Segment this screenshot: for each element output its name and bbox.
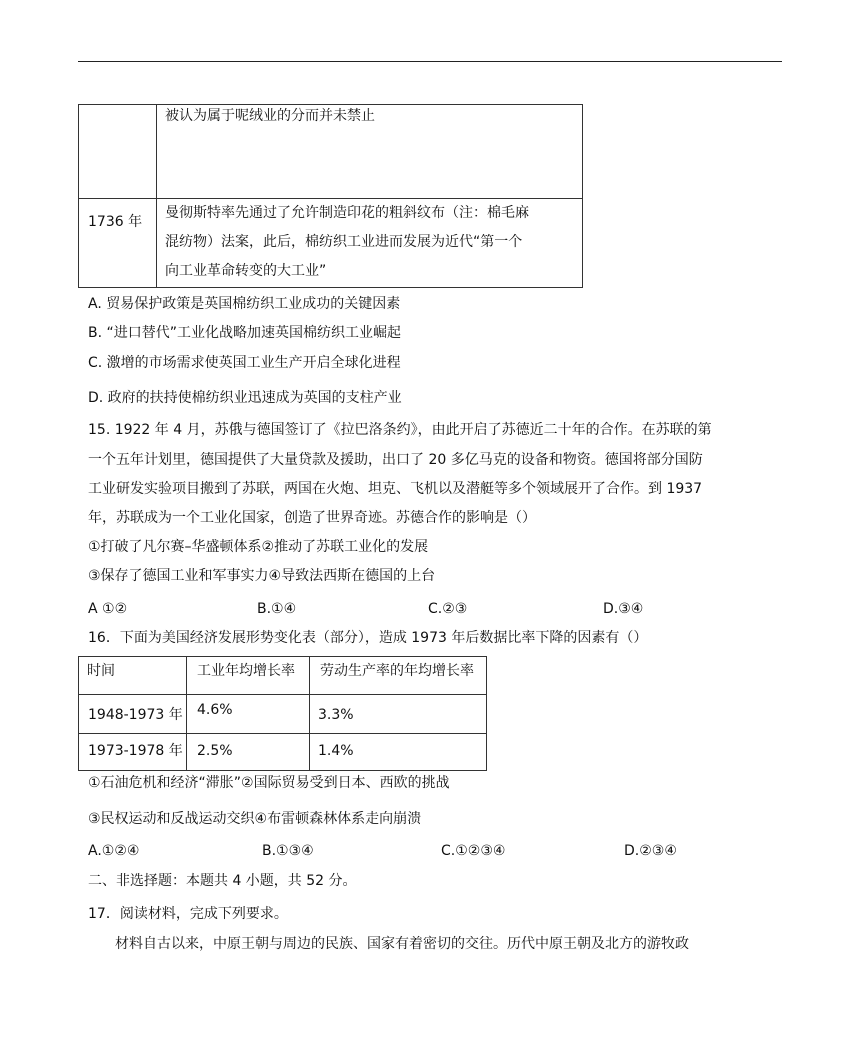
table-cotton-policy: [78, 104, 583, 288]
table-cell: [79, 695, 187, 734]
q15-item-line2: ③保存了德国工业和军事实力④导致法西斯在德国的上台: [88, 568, 436, 584]
q15-stem-line3: 工业研发实验项目搬到了苏联，两国在火炮、坦克、飞机以及潜艇等多个领域展开了合作。到 1937: [88, 481, 703, 497]
table1-row2-line1: 曼彻斯特率先通过了允许制造印花的粗斜纹布（注：棉毛麻: [165, 205, 529, 221]
q15-option-b[interactable]: B.①④: [257, 601, 297, 617]
q14-option-d[interactable]: D. 政府的扶持使棉纺织业迅速成为英国的支柱产业: [88, 390, 402, 406]
q15-option-d[interactable]: D.③④: [603, 601, 644, 617]
q16-stem: 16．下面为美国经济发展形势变化表（部分），造成 1973 年后数据比率下降的因素有（）: [88, 630, 648, 646]
table-header-cell: [79, 657, 187, 695]
table-cell: [310, 734, 487, 771]
q15-option-c[interactable]: C.②③: [428, 601, 468, 617]
table-cell: [187, 734, 310, 771]
q14-option-c[interactable]: C. 激增的市场需求使英国工业生产开启全球化进程: [88, 355, 401, 371]
row2-labor: 1.4%: [318, 743, 354, 759]
q14-option-b[interactable]: B. “进口替代”工业化战略加速英国棉纺织工业崛起: [88, 325, 402, 341]
q17-stem: 17．阅读材料，完成下列要求。: [88, 906, 288, 922]
table-row: [79, 695, 487, 734]
table1-row2-line3: 向工业革命转变的大工业”: [165, 263, 327, 279]
header-time: 时间: [87, 663, 115, 679]
table-header-cell: [310, 657, 487, 695]
table-cell: [310, 695, 487, 734]
q14-option-a[interactable]: A. 贸易保护政策是英国棉纺织工业成功的关键因素: [88, 296, 401, 312]
row1-industry: 4.6%: [197, 702, 233, 718]
row2-industry: 2.5%: [197, 743, 233, 759]
table-cell-year: [79, 199, 157, 288]
table1-row2-year: 1736 年: [88, 214, 143, 230]
header-rule: [78, 61, 782, 62]
q15-stem-line2: 一个五年计划里，德国提供了大量贷款及援助，出口了 20 多亿马克的设备和物资。德国将部分国防: [88, 452, 703, 468]
q16-option-a[interactable]: A.①②④: [88, 843, 140, 859]
q15-stem-line4: 年，苏联成为一个工业化国家，创造了世界奇迹。苏德合作的影响是（）: [88, 510, 536, 526]
header-industry-growth: 工业年均增长率: [197, 663, 295, 679]
q16-item-line2: ③民权运动和反战运动交织④布雷顿森林体系走向崩溃: [88, 811, 422, 827]
table1-row1-text: 被认为属于呢绒业的分而并未禁止: [165, 108, 375, 124]
row1-time: 1948-1973 年: [88, 707, 183, 723]
q15-stem-line1: 15. 1922 年 4 月，苏俄与德国签订了《拉巴洛条约》，由此开启了苏德近二十年的合作。在苏联的第: [88, 422, 712, 438]
section-heading: 二、非选择题：本题共 4 小题，共 52 分。: [88, 873, 357, 889]
table-cell-text: [157, 199, 583, 288]
table-us-economy: [78, 656, 487, 771]
table-cell: [79, 734, 187, 771]
q15-option-a[interactable]: A ①②: [88, 601, 128, 617]
table-header-cell: [187, 657, 310, 695]
table-row: [79, 734, 487, 771]
row1-labor: 3.3%: [318, 707, 354, 723]
table-cell: [187, 695, 310, 734]
table-cell-text: [157, 105, 583, 199]
q16-option-c[interactable]: C.①②③④: [441, 843, 506, 859]
table-row: [79, 199, 583, 288]
q16-option-d[interactable]: D.②③④: [624, 843, 677, 859]
header-labor-productivity: 劳动生产率的年均增长率: [320, 663, 474, 679]
table-row: [79, 105, 583, 199]
q17-material: 材料自古以来，中原王朝与周边的民族、国家有着密切的交往。历代中原王朝及北方的游牧政: [115, 936, 689, 952]
q16-option-b[interactable]: B.①③④: [262, 843, 314, 859]
q16-item-line1: ①石油危机和经济“滞胀”②国际贸易受到日本、西欧的挑战: [88, 775, 450, 791]
row2-time: 1973-1978 年: [88, 743, 183, 759]
table1-row2-line2: 混纺物）法案，此后，棉纺织工业进而发展为近代“第一个: [165, 234, 523, 250]
table-header-row: [79, 657, 487, 695]
table-cell-year: [79, 105, 157, 199]
q15-item-line1: ①打破了凡尔赛–华盛顿体系②推动了苏联工业化的发展: [88, 539, 429, 555]
